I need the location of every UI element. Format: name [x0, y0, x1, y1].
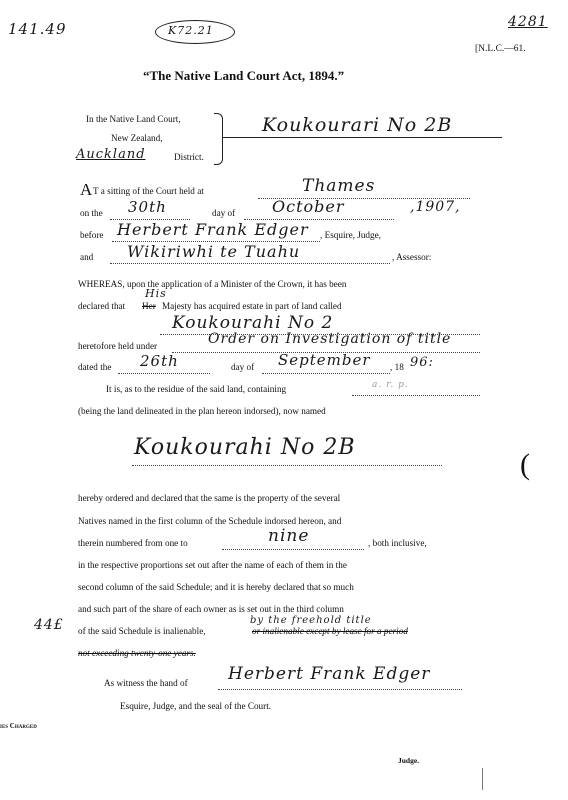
declared-that: declared that [78, 301, 126, 311]
witness-line-2: Esquire, Judge, and the seal of the Court. [120, 701, 272, 711]
sitting-place: Thames [302, 176, 376, 196]
margin-note-left: 44£ [34, 617, 64, 633]
heretofore-label: heretofore held under [78, 341, 158, 351]
witness-signature: Herbert Frank Edger [228, 664, 431, 684]
dated-the-label: dated the [78, 362, 112, 372]
held-under-value: Order on Investigation of title [208, 331, 452, 347]
ordered-line-5: second column of the said Schedule; and it is hereby declared that so much [78, 582, 354, 592]
sitting-line-1: T a sitting of the Court held at [93, 186, 204, 196]
margin-note-top-center: K72.21 [168, 24, 214, 37]
district-name: Auckland [76, 147, 146, 162]
ordered-line-3b: , both inclusive, [368, 538, 427, 548]
reference-oval [155, 20, 235, 44]
and-label: and [80, 252, 94, 262]
block-name-underline [222, 137, 502, 138]
sitting-month: October [272, 197, 345, 216]
ordered-line-1: hereby ordered and declared that the same is the property of the several [78, 493, 341, 503]
form-reference: [N.L.C.—61. [475, 44, 526, 54]
her-struck: Her [142, 301, 156, 311]
before-label: before [80, 230, 104, 240]
inserted-freehold: by the freehold title [250, 615, 372, 626]
residue-line-1: It is, as to the residue of the said land, containing [106, 384, 287, 394]
dated-year-prefix: , 18 [390, 362, 404, 372]
judge-name: Herbert Frank Edger [117, 220, 309, 239]
block-name: Koukourari No 2B [262, 114, 453, 136]
containing-value: a. r. p. [372, 380, 409, 390]
ordered-line-2: Natives named in the first column of the Schedule indorsed hereon, and [78, 516, 342, 526]
witness-line-1: As witness the hand of [104, 678, 188, 688]
margin-note-top-right: 4281 [508, 14, 548, 30]
his-inserted: His [145, 287, 167, 300]
drop-cap: A [80, 180, 93, 199]
ordered-line-6: and such part of the share of each owner as is set out in the third column [78, 604, 344, 614]
charged-label: ies Charged [0, 722, 37, 730]
sitting-year: ,1907, [410, 199, 461, 215]
document-title: “The Native Land Court Act, 1894.” [143, 68, 345, 83]
sitting-day: 30th [128, 198, 167, 216]
esquire-judge-label: , Esquire, Judge, [320, 230, 381, 240]
court-line-1: In the Native Land Court, [86, 114, 181, 124]
whereas-line-1: WHEREAS, upon the application of a Minister of the Crown, it has been [78, 279, 347, 289]
numbered-value: nine [268, 526, 310, 546]
dated-month: September [278, 351, 371, 369]
struck-lease-clause: or inalienable except by lease for a period [252, 626, 408, 636]
struck-years-clause: not exceeding twenty-one years. [78, 648, 196, 658]
dated-year-suffix: 96: [410, 355, 434, 370]
dated-day: 26th [140, 352, 179, 370]
edge-mark [482, 768, 483, 790]
dated-dayof-label: day of [231, 362, 255, 372]
ordered-line-3a: therein numbered from one to [78, 538, 188, 548]
now-named: Koukourahi No 2B [134, 435, 356, 460]
assessor-label: , Assessor: [392, 252, 432, 262]
margin-bracket: ( [520, 448, 530, 481]
margin-note-top-left: 141.49 [8, 20, 67, 38]
court-bracket [214, 113, 223, 165]
district-label: District. [174, 152, 204, 162]
majesty-line: Majesty has acquired estate in part of land called [162, 301, 342, 311]
ordered-line-4: in the respective proportions set out after the name of each of them in the [78, 560, 347, 570]
day-of-label: day of [212, 208, 236, 218]
residue-line-2: (being the land delineated in the plan hereon indorsed), now named [78, 406, 326, 416]
ordered-line-7a: of the said Schedule is inalienable, [78, 626, 206, 636]
on-the-label: on the [80, 208, 103, 218]
land-called: Koukourahi No 2 [172, 313, 334, 333]
judge-label: Judge. [398, 756, 420, 765]
court-line-2: New Zealand, [111, 133, 163, 143]
assessor-name: Wikiriwhi te Tuahu [127, 242, 301, 261]
